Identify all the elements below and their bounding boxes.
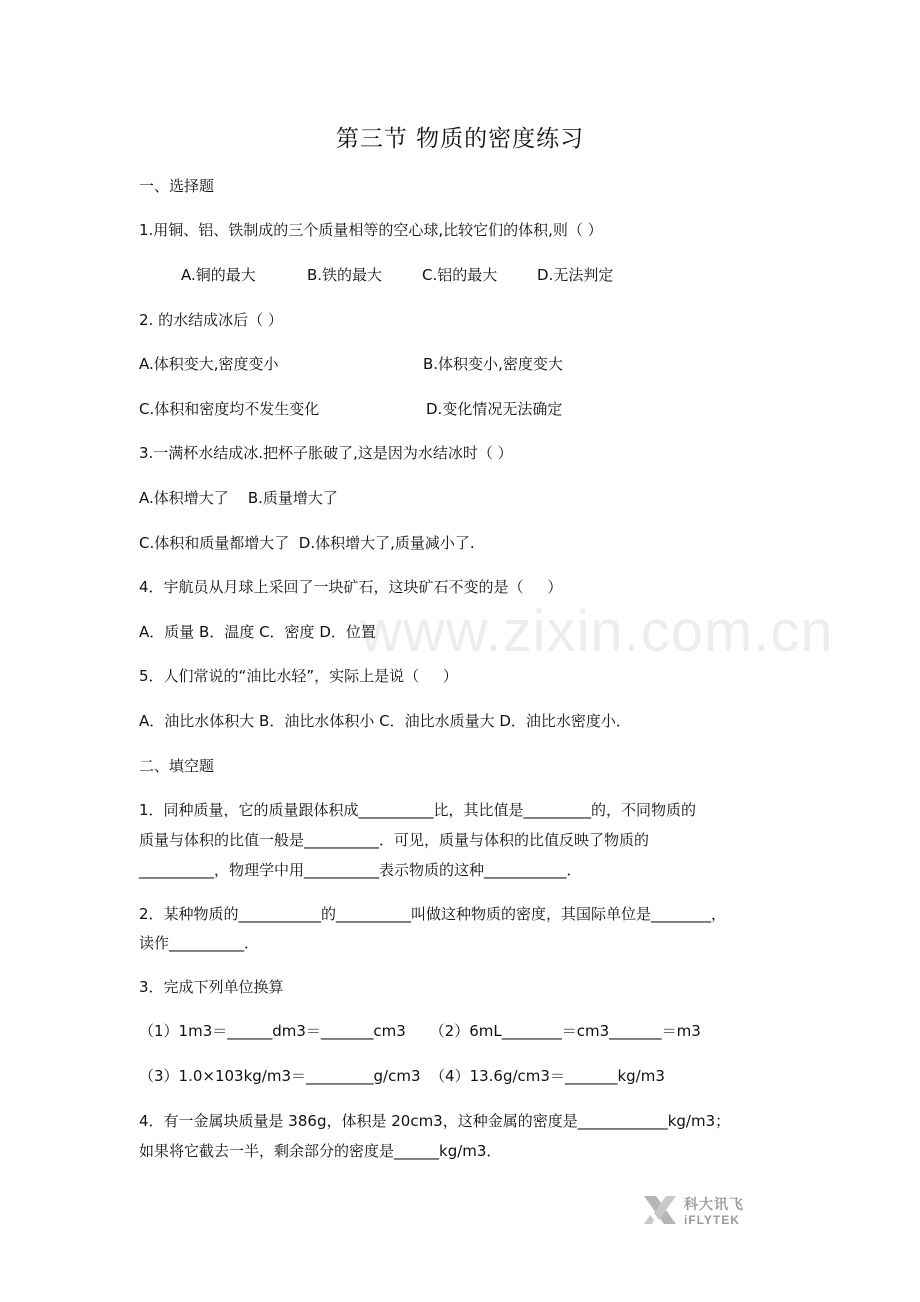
fill-2-line-1: 2．某种物质的___________的__________叫做这种物质的密度，其国际单位是________， [139, 905, 727, 923]
question-3-options-ab: A.体积增大了 B.质量增大了 [139, 489, 338, 507]
question-1-option-c: C.铝的最大 [422, 266, 498, 284]
question-1-option-a: A.铜的最大 [181, 266, 256, 284]
section-heading-fill: 二、填空题 [139, 757, 215, 775]
question-2-option-c: C.体积和密度均不发生变化 [139, 400, 320, 418]
fill-3-stem: 3．完成下列单位换算 [139, 978, 284, 996]
question-1-option-b: B.铁的最大 [307, 266, 383, 284]
section-heading-choice: 一、选择题 [139, 177, 215, 195]
logo-text-en: iFLYTEK [684, 1213, 740, 1227]
question-4-options: A．质量 B．温度 C．密度 D．位置 [139, 623, 376, 641]
question-2-option-b: B.体积变小,密度变大 [423, 355, 563, 373]
watermark: www.zixin.com.cn [360, 599, 834, 664]
fill-1-line-1: 1．同种质量，它的质量跟体积成__________比，其比值是_________的，不同物质的 [139, 801, 697, 819]
fill-3-line-2: （3）1.0×103kg/m3＝_________g/cm3 （4）13.6g/cm3＝_______kg/m3 [139, 1067, 665, 1085]
question-3-options-cd: C.体积和质量都增大了 D.体积增大了,质量减小了. [139, 534, 475, 552]
question-1-option-d: D.无法判定 [537, 266, 614, 284]
question-5-stem: 5．人们常说的“油比水轻”，实际上是说（ ） [139, 667, 458, 685]
page-title: 第三节 物质的密度练习 [335, 126, 585, 152]
question-2-option-a: A.体积变大,密度变小 [139, 355, 279, 373]
fill-1-line-2: 质量与体积的比值一般是__________．可见，质量与体积的比值反映了物质的 [139, 831, 650, 849]
question-3-stem: 3.一满杯水结成冰.把杯子胀破了,这是因为水结冰时（ ） [139, 444, 513, 462]
question-2-option-d: D.变化情况无法确定 [426, 400, 563, 418]
question-4-stem: 4．宇航员从月球上采回了一块矿石，这块矿石不变的是（ ） [139, 578, 563, 596]
fill-3-line-1: （1）1m3＝______dm3＝_______cm3 （2）6mL________＝cm3_______＝m3 [139, 1022, 701, 1040]
fill-1-line-3: __________，物理学中用__________表示物质的这种___________． [139, 861, 582, 879]
logo-text-cn: 科大讯飞 [684, 1197, 744, 1213]
fill-4-line-1: 4．有一金属块质量是 386g，体积是 20cm3，这种金属的密度是____________kg/m3； [139, 1112, 731, 1130]
question-1-stem: 1.用铜、铝、铁制成的三个质量相等的空心球,比较它们的体积,则（ ） [139, 221, 603, 239]
fill-2-line-2: 读作__________． [139, 934, 260, 952]
question-5-options: A．油比水体积大 B．油比水体积小 C．油比水质量大 D．油比水密度小． [139, 712, 631, 730]
iflytek-mark-icon [640, 1190, 680, 1230]
iflytek-logo [640, 1190, 750, 1234]
question-2-stem: 2. 的水结成冰后（ ） [139, 311, 283, 329]
fill-4-line-2: 如果将它截去一半，剩余部分的密度是______kg/m3． [139, 1142, 502, 1160]
